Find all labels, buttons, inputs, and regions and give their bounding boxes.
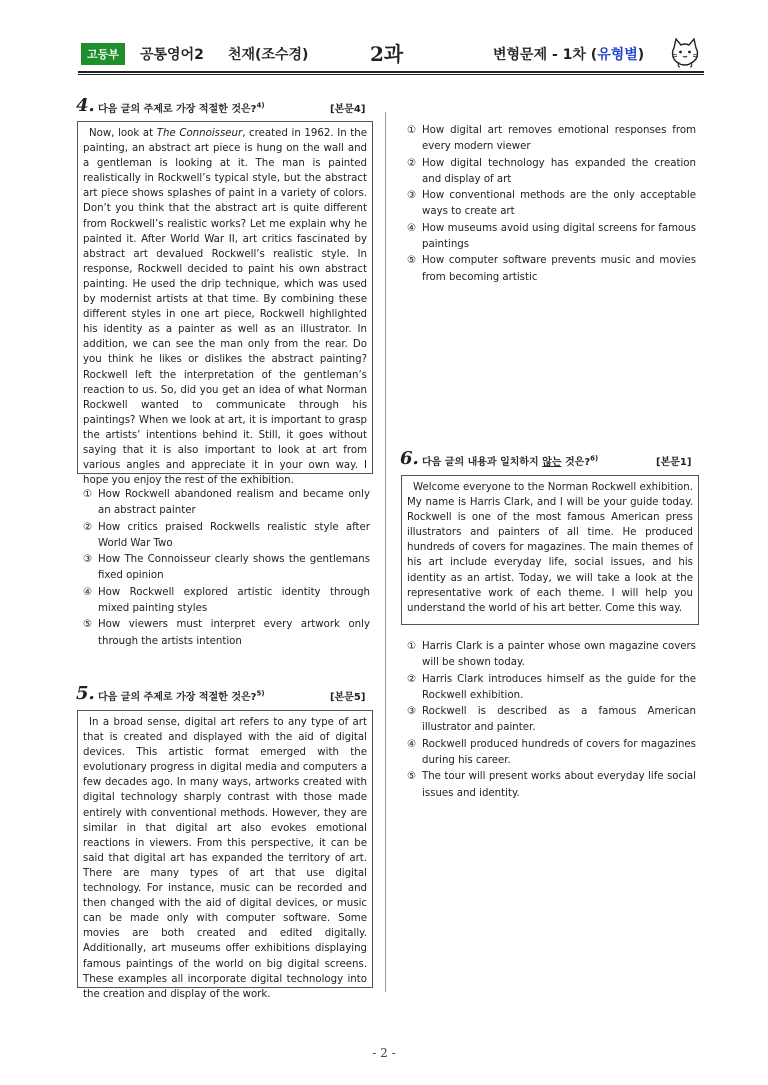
option-number: ⑤ (407, 771, 417, 783)
option-text: How museums avoid using digital screens for famous paintings (422, 222, 696, 251)
artwork-title: The Connoisseur (156, 128, 243, 139)
question-prompt (98, 100, 265, 115)
option-number: ③ (407, 706, 417, 718)
exam-title-prefix: 변형문제 - 1차 ( (493, 47, 598, 63)
exam-title (493, 44, 644, 64)
option-text: How Rockwell explored artistic identity through mixed painting styles (98, 586, 370, 615)
column-divider (385, 112, 386, 992)
source-tag: [본문1] (656, 457, 692, 468)
option-number: ④ (407, 738, 417, 750)
answer-option[interactable] (80, 520, 370, 553)
option-text: How computer software prevents music and movies from becoming artistic (422, 255, 696, 283)
prompt-text: 다음 글의 내용과 일치하지 (422, 457, 543, 468)
question-number: 5. (76, 683, 95, 704)
answer-option[interactable] (80, 552, 370, 585)
question-6-header (400, 448, 700, 473)
question-6-passage: Welcome everyone to the Norman Rockwell exhibition. My name is Harris Clark, and I will be your guide today. Rockwell is one of the most famous American press illustrators and painters of all time. He produced hundreds of covers for magazines. The main themes of his art include everyday life, social issues, and his identity as an artist. Today, we will take a look at the representative work of each theme. I will help you understand the world of his art better. Come this way. (401, 475, 699, 625)
option-text: How conventional methods are the only acceptable ways to create art (422, 190, 696, 218)
question-4-options (80, 487, 370, 650)
answer-option[interactable] (404, 188, 696, 221)
option-number: ① (407, 641, 417, 652)
passage-intro: Now, look at (89, 128, 157, 139)
option-number: ④ (83, 586, 93, 598)
option-number: ② (407, 673, 417, 685)
exam-title-suffix: ) (637, 47, 645, 63)
option-text: The tour will present works about everyday life social issues and identity. (422, 771, 696, 799)
option-number: ① (407, 125, 417, 136)
level-badge: 고등부 (81, 43, 125, 65)
option-number: ③ (83, 554, 93, 566)
question-number: 6. (400, 448, 419, 469)
footnote-marker: 6) (590, 454, 599, 463)
option-text: Rockwell produced hundreds of covers for magazines during his career. (422, 738, 696, 767)
cat-face-icon (668, 36, 702, 68)
passage-body: , created in 1962. In the painting, an abstract art piece is hung on the wall and a gentleman is looking at it. The man is painted realistically in Rockwell’s typical style, but the abstract art piece shows splashes of paint in a variety of colors. Don’t you think that the abstract art is quite different from Rockwell’s realistic works? Let me explain why he painted it. After World War II, art critics fascinated by abstract art devalued Rockwell’s realistic style. In response, Rockwell decided to paint his own abstract painting. He used the drip technique, which was used by modernist artists at that time. By combining these different styles in one art piece, Rockwell highlighted his identity as a painter as well as an illustrator. In addition, we can see the man only from the rear. Do you think he likes or dislikes the abstract painting? Rockwell left the interpretation of the gentleman’s reaction to us. So, did you get an idea of what Norman Rockwell wanted to communicate through his paintings? When we look at art, it is important to grasp the artists’ intentions behind it. Still, it goes without saying that it is also important to look at art from various angles and appreciate it in your own way. I hope you enjoy the rest of the exhibition. (83, 128, 367, 487)
prompt-text-end: 것은? (561, 457, 591, 468)
option-number: ② (407, 157, 417, 169)
answer-option[interactable] (80, 487, 370, 520)
answer-option[interactable] (404, 737, 696, 770)
prompt-text: 다음 글의 주제로 가장 적절한 것은? (98, 104, 257, 115)
answer-option[interactable] (404, 769, 696, 802)
question-prompt (422, 453, 598, 468)
prompt-text: 다음 글의 주제로 가장 적절한 것은? (98, 692, 257, 703)
answer-option[interactable] (80, 617, 370, 650)
question-prompt (98, 688, 265, 703)
answer-option[interactable] (404, 221, 696, 254)
answer-option[interactable] (404, 156, 696, 189)
subject-title: 공통영어2 (140, 47, 204, 63)
answer-option[interactable] (404, 123, 696, 156)
option-text: Rockwell is described as a famous American illustrator and painter. (422, 706, 696, 734)
answer-option[interactable] (404, 253, 696, 286)
page-number: - 2 - (372, 1046, 396, 1060)
page-header (78, 36, 704, 70)
option-text: How viewers must interpret every artwork only through the artists intention (98, 619, 370, 647)
footnote-marker: 4) (256, 101, 265, 110)
source-tag: [본문4] (330, 104, 366, 115)
prompt-underlined-word: 않는 (542, 457, 562, 468)
option-text: How digital technology has expanded the creation and display of art (422, 157, 696, 185)
option-text: How critics praised Rockwells realistic style after World War Two (98, 521, 370, 549)
answer-option[interactable] (404, 639, 696, 672)
option-number: ⑤ (407, 255, 417, 267)
option-text: How The Connoisseur clearly shows the gentlemans fixed opinion (98, 554, 370, 582)
question-5-options (404, 123, 696, 286)
answer-option[interactable] (80, 585, 370, 618)
option-text: Harris Clark introduces himself as the guide for the Rockwell exhibition. (422, 673, 696, 701)
source-tag: [본문5] (330, 692, 366, 703)
option-number: ④ (407, 222, 417, 234)
option-number: ⑤ (83, 619, 93, 631)
option-number: ② (83, 521, 93, 533)
option-text: How digital art removes emotional responses from every modern viewer (422, 125, 696, 153)
question-5-header (76, 683, 376, 708)
question-4-passage (77, 121, 373, 487)
question-4-header (76, 95, 376, 120)
option-text: Harris Clark is a painter whose own magazine covers will be shown today. (422, 641, 696, 669)
option-number: ③ (407, 190, 417, 202)
question-number: 4. (76, 95, 95, 116)
question-5-passage: In a broad sense, digital art refers to any type of art that is created and displayed with the aid of digital devices. This artistic format emerged with the evolutionary progress in digital media and computers a few decades ago. In many ways, artworks created with digital technology sharply contrast with those made entirely with conventional methods. However, they are similar in that digital art also evokes emotional reactions in viewers. From this perspective, it can be said that digital art has expanded the territory of art. There are many types of art that use digital technology. For instance, music can be recorded and then changed with the aid of digital devices, or music can be made only with computer software. Some movies are both created and edited digitally. Additionally, art museums offer exhibitions displaying famous paintings of the world on big digital screens. These examples all incorporate digital technology into the creation and display of the work. (77, 710, 373, 988)
footnote-marker: 5) (256, 689, 265, 698)
header-rule (78, 71, 704, 73)
option-text: How Rockwell abandoned realism and became only an abstract painter (98, 489, 370, 517)
exam-type: 유형별 (597, 47, 638, 63)
lesson-number: 2과 (370, 42, 404, 66)
option-number: ① (83, 489, 93, 500)
answer-option[interactable] (404, 704, 696, 737)
publisher-name: 천재(조수경) (228, 47, 309, 63)
question-6-options (404, 639, 696, 802)
header-rule-thin (78, 74, 704, 75)
answer-option[interactable] (404, 672, 696, 705)
